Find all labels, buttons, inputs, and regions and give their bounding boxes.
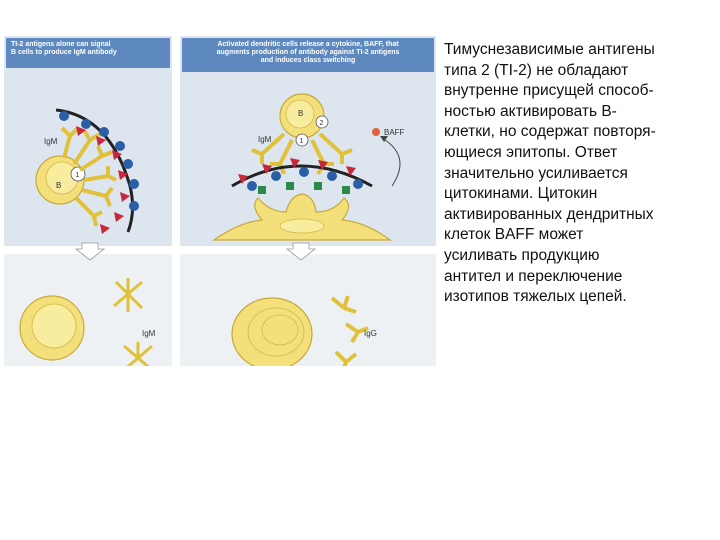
description-line: внутренне присущей способ- xyxy=(444,82,654,100)
diagram-svg xyxy=(0,36,440,366)
figure xyxy=(0,36,440,366)
description-line: клетки, но содержат повторя- xyxy=(444,123,656,141)
label-igm-right: IgM xyxy=(258,135,272,144)
label-step-1-left: 1 xyxy=(75,172,80,179)
left-header-line: B cells to produce IgM antibody xyxy=(11,49,117,56)
label-step-1-right: 1 xyxy=(299,138,304,145)
description-line: клеток BAFF может xyxy=(444,226,584,244)
description-line: ющиеся эпитопы. Ответ xyxy=(444,143,618,161)
description-line: активированных дендритных xyxy=(444,205,654,223)
right-header-line: augments production of antibody against TI-2 antigens xyxy=(216,49,400,56)
label-step-2-right: 2 xyxy=(319,120,324,127)
b-cell-left xyxy=(36,156,85,204)
description-line: ностью активировать В- xyxy=(444,102,617,120)
label-igg-product: IgG xyxy=(364,329,377,338)
description-text xyxy=(444,40,716,308)
right-panel-header xyxy=(182,38,434,72)
label-b-left: B xyxy=(56,181,62,190)
left-panel-header xyxy=(6,38,170,68)
label-igm-product: IgM xyxy=(142,329,156,338)
baff-cytokine xyxy=(372,128,380,136)
label-igm-left: IgM xyxy=(44,137,58,146)
description-line: антител и переключение xyxy=(444,267,623,285)
description-line: Тимуснезависимые антигены xyxy=(444,41,655,58)
plasma-cell-right xyxy=(232,298,312,366)
description-line: типа 2 (TI-2) не обладают xyxy=(444,61,629,79)
label-b-right: B xyxy=(298,109,304,118)
description-line: значительно усиливается xyxy=(444,164,628,182)
left-header-line: TI-2 antigens alone can signal xyxy=(11,41,111,48)
right-header-line: and induces class switching xyxy=(260,57,356,64)
description-line: усиливать продукцию xyxy=(444,246,600,264)
plasma-cell-left xyxy=(20,296,84,360)
description-line: цитокинами. Цитокин xyxy=(444,185,598,203)
right-header-line: Activated dendritic cells release a cytokine, BAFF, that xyxy=(217,41,399,48)
description-line: изотипов тяжелых цепей. xyxy=(444,288,627,306)
label-baff: BAFF xyxy=(384,128,405,137)
